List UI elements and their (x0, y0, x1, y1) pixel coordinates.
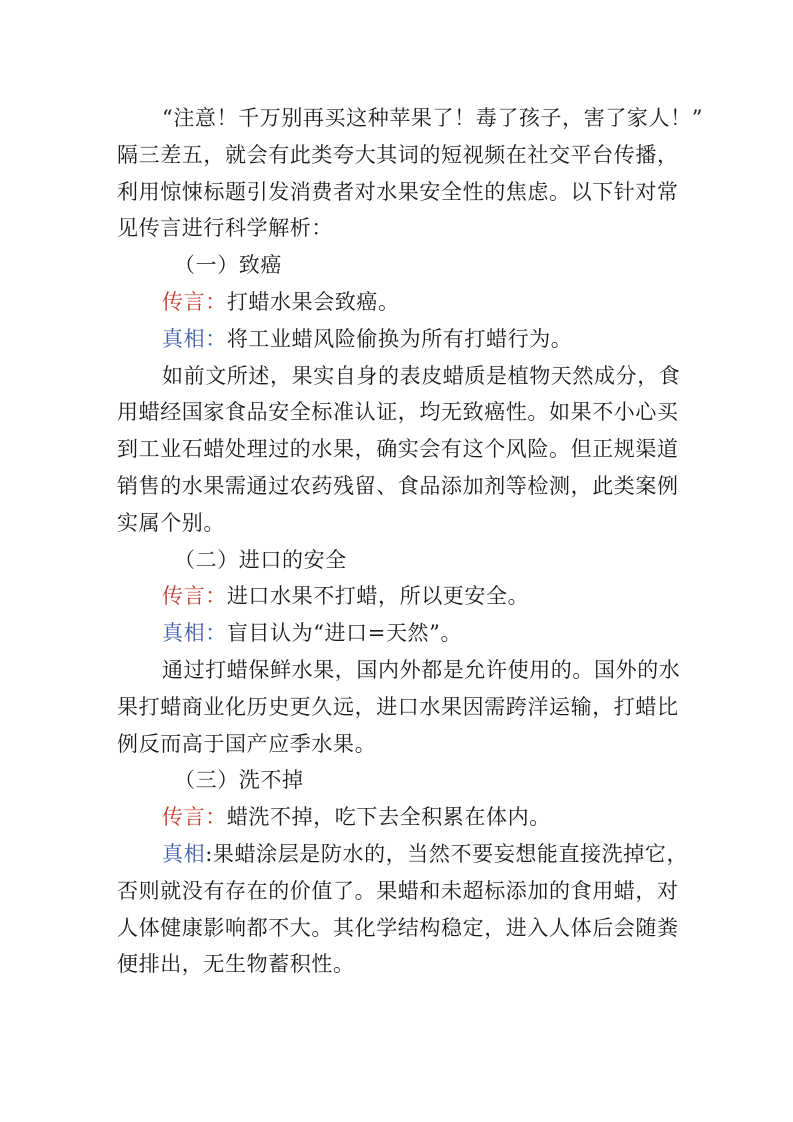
section-carcinogenic (117, 247, 682, 541)
truth-continuation-line: 便排出，无生物蓄积性。 (117, 952, 355, 977)
rumor-text: 进口水果不打蜡，所以更安全。 (226, 584, 530, 609)
truth-continuation-line: 人体健康影响都不大。其化学结构稳定，进入人体后会随粪 (117, 915, 679, 940)
truth-line: 真相：盲目认为“进口=天然”。 (162, 621, 463, 646)
body-line: 通过打蜡保鲜水果，国内外都是允许使用的。国外的水 (162, 657, 681, 682)
truth-label: 真相 (162, 621, 206, 646)
section-heading: （三）洗不掉 (174, 768, 304, 793)
intro-line: 利用惊悚标题引发消费者对水果安全性的焦虑。以下针对常 (117, 179, 679, 204)
truth-label: 真相 (162, 841, 206, 866)
rumor-text: 蜡洗不掉，吃下去全积累在体内。 (226, 805, 551, 830)
body-line: 到工业石蜡处理过的水果，确实会有这个风险。但正规渠道 (117, 437, 679, 462)
truth-line: 真相：将工业蜡风险偷换为所有打蜡行为。 (162, 326, 573, 351)
body-line: 销售的水果需通过农药残留、食品添加剂等检测，此类案例 (117, 473, 679, 498)
rumor-line: 传言：打蜡水果会致癌。 (162, 289, 400, 314)
truth-text: 果蜡涂层是防水的，当然不要妄想能直接洗掉它， (212, 841, 689, 866)
truth-continuation-line: 否则就没有存在的价值了。果蜡和未超标添加的食用蜡，对 (117, 878, 679, 903)
rumor-label: 传言 (162, 289, 206, 314)
intro-paragraph (117, 100, 704, 247)
truth-text: 将工业蜡风险偷换为所有打蜡行为。 (226, 326, 573, 351)
body-line: 例反而高于国产应季水果。 (117, 731, 377, 756)
body-line: 果打蜡商业化历史更久远，进口水果因需跨洋运输，打蜡比 (117, 694, 679, 719)
body-line: 实属个别。 (117, 510, 225, 535)
truth-label: 真相 (162, 326, 206, 351)
section-heading: （一）致癌 (174, 253, 282, 278)
section-imported-safety (117, 542, 682, 763)
truth-line: 真相:果蜡涂层是防水的，当然不要妄想能直接洗掉它， (162, 841, 689, 866)
rumor-text: 打蜡水果会致癌。 (226, 289, 400, 314)
section-heading: （二）进口的安全 (174, 547, 347, 572)
intro-line: 见传言进行科学解析： (117, 216, 333, 241)
rumor-line: 传言：蜡洗不掉，吃下去全积累在体内。 (162, 805, 551, 830)
truth-text: 盲目认为“进口=天然”。 (226, 621, 463, 646)
rumor-label: 传言 (162, 584, 206, 609)
body-line: 如前文所述，果实自身的表皮蜡质是植物天然成分，食 (162, 363, 681, 388)
body-line: 用蜡经国家食品安全标准认证，均无致癌性。如果不小心买 (117, 400, 679, 425)
rumor-label: 传言 (162, 805, 206, 830)
section-not-washable (117, 762, 689, 983)
article-body (117, 100, 704, 983)
intro-line: 隔三差五，就会有此类夸大其词的短视频在社交平台传播， (117, 142, 679, 167)
intro-line: “注意！千万别再买这种苹果了！毒了孩子，害了家人！” (162, 106, 704, 130)
rumor-line: 传言：进口水果不打蜡，所以更安全。 (162, 584, 530, 609)
